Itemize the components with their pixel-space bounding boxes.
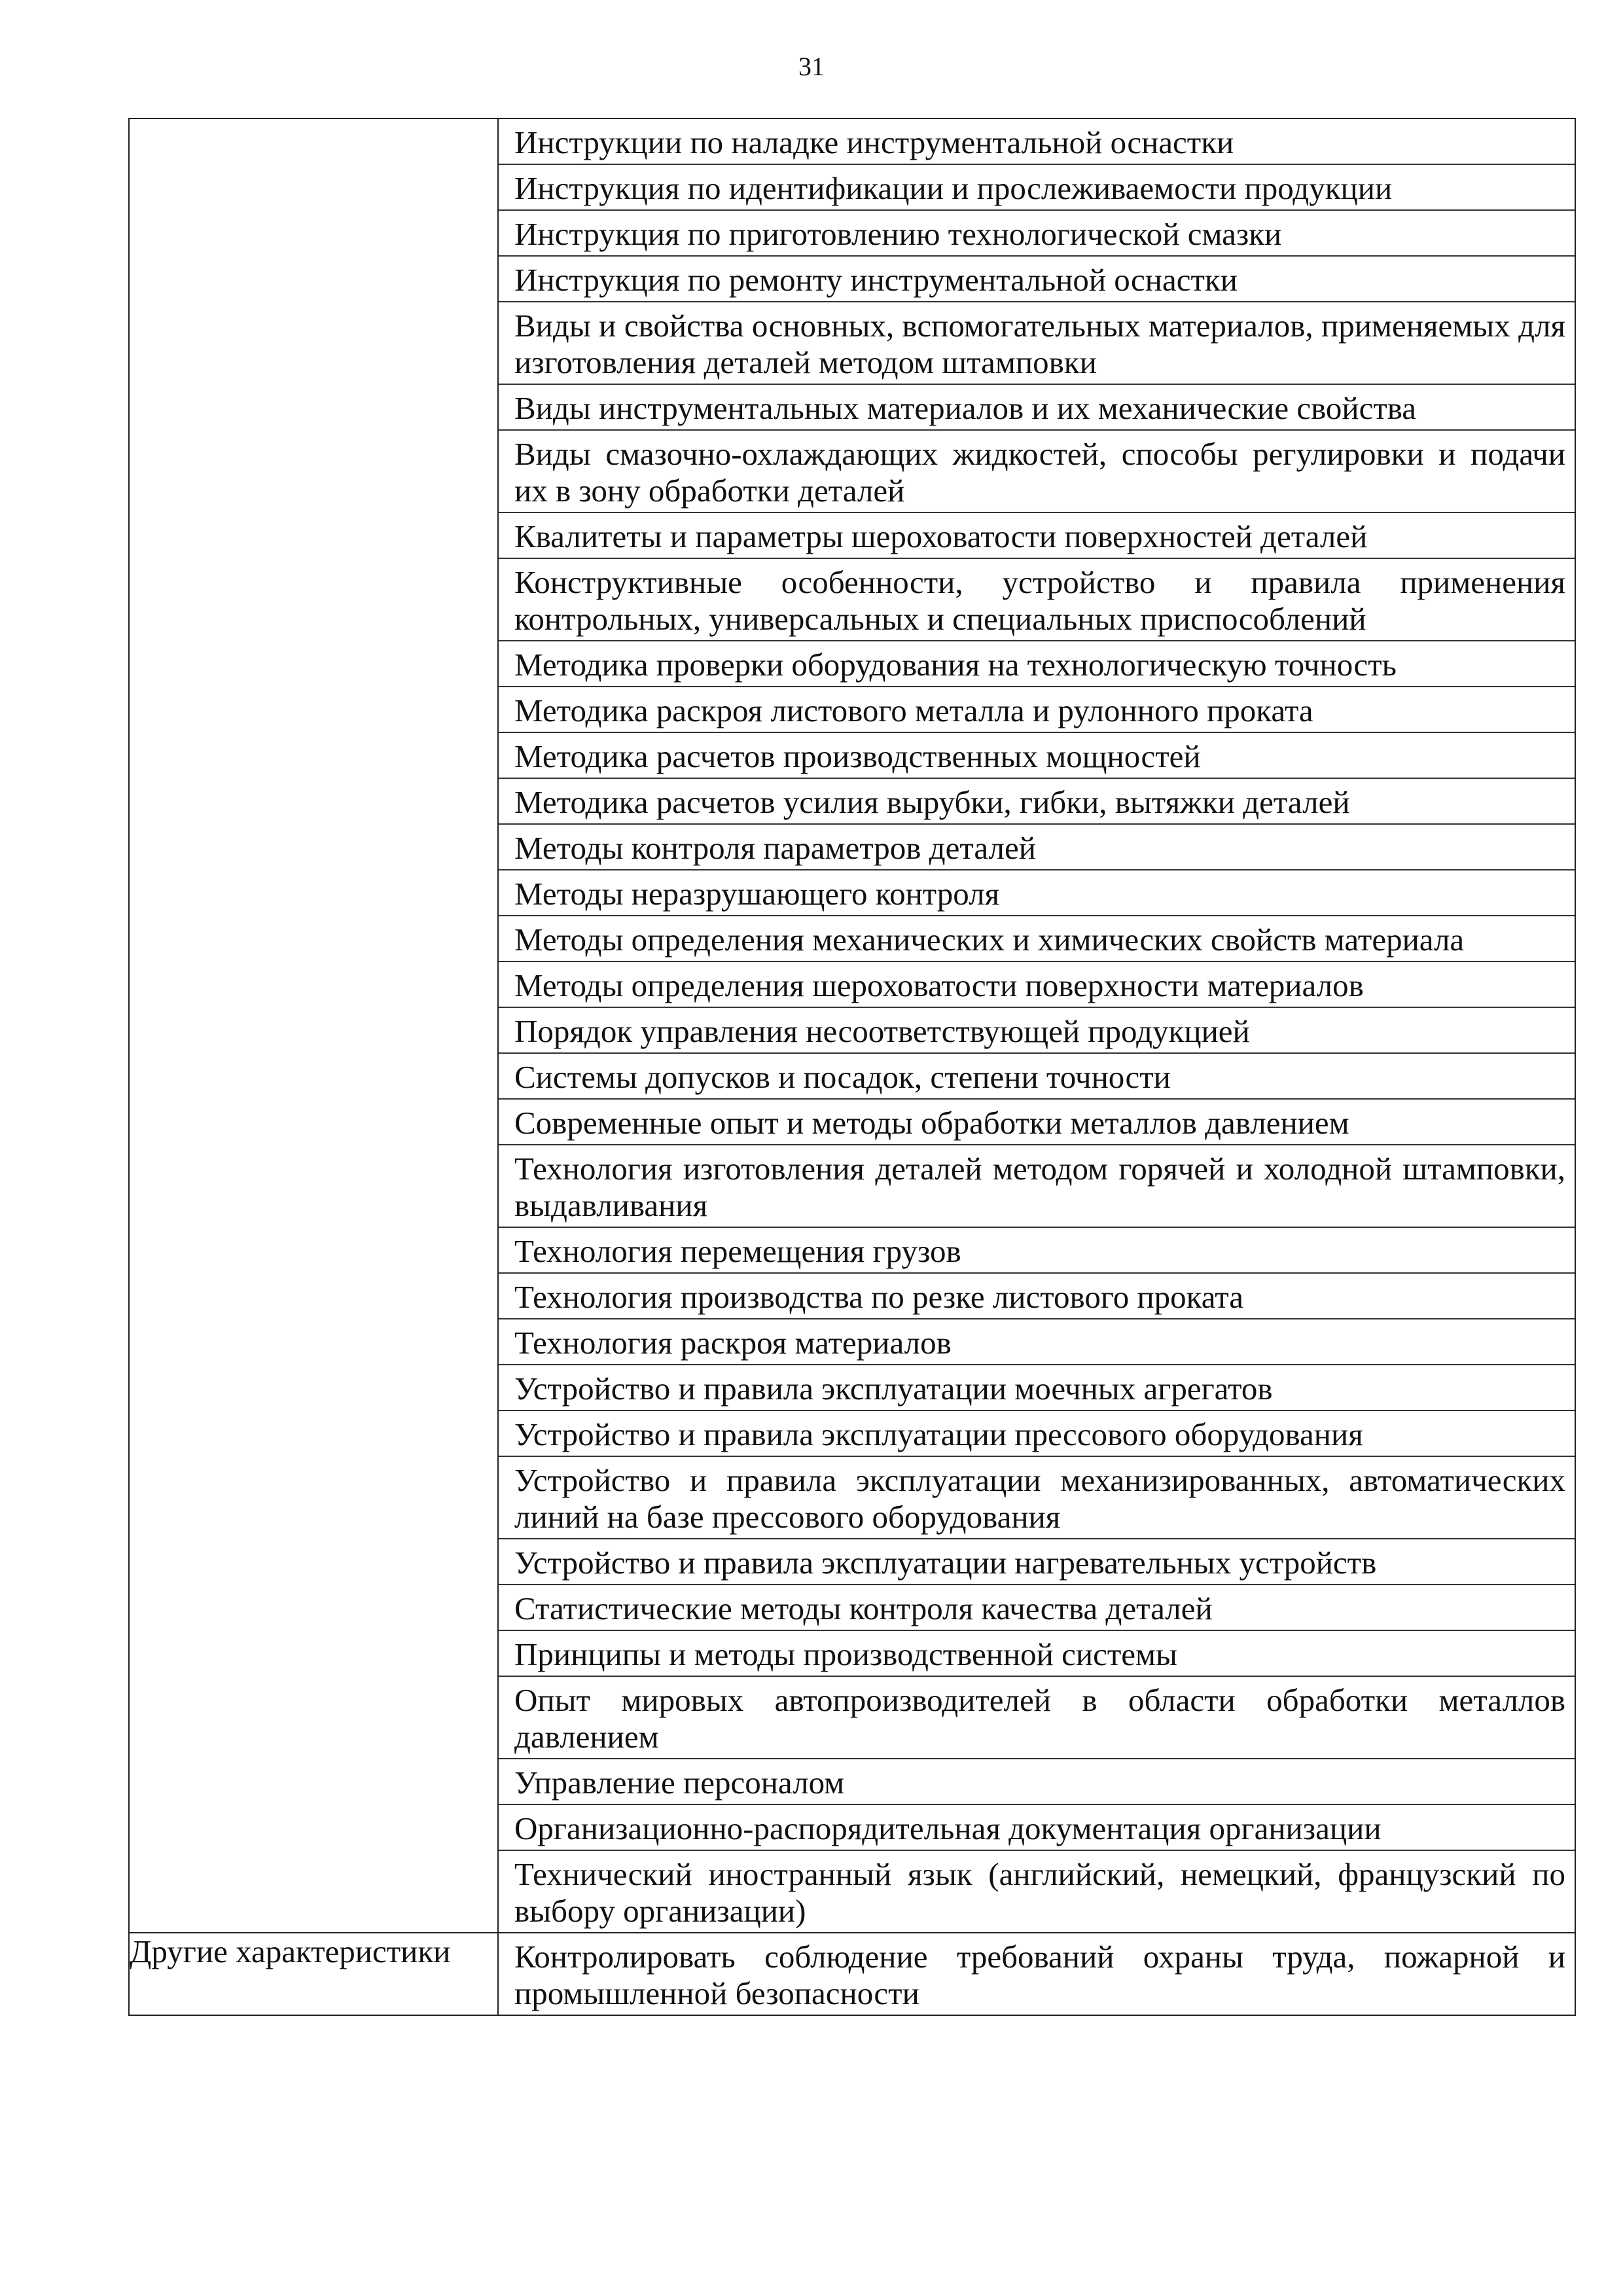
knowledge-item: Технология изготовления деталей методом горячей и холодной штамповки, выдавливания	[499, 1145, 1575, 1228]
knowledge-item: Управление персоналом	[499, 1759, 1575, 1805]
knowledge-item: Устройство и правила эксплуатации механизированных, автоматических линий на базе прессового оборудования	[499, 1457, 1575, 1539]
specification-table	[128, 118, 1576, 2016]
other-characteristics-row	[129, 1933, 1575, 2015]
knowledge-item: Виды смазочно-охлаждающих жидкостей, способы регулировки и подачи их в зону обработки деталей	[499, 431, 1575, 513]
knowledge-item: Методы определения механических и химических свойств материала	[499, 916, 1575, 962]
knowledge-item: Устройство и правила эксплуатации моечных агрегатов	[499, 1365, 1575, 1411]
other-characteristics-cell	[498, 1933, 1575, 2015]
knowledge-item: Опыт мировых автопроизводителей в области обработки металлов давлением	[499, 1677, 1575, 1759]
knowledge-item: Устройство и правила эксплуатации прессового оборудования	[499, 1411, 1575, 1457]
knowledge-item: Методика расчетов усилия вырубки, гибки, вытяжки деталей	[499, 779, 1575, 825]
knowledge-item: Методика раскроя листового металла и рулонного проката	[499, 687, 1575, 733]
knowledge-item: Принципы и методы производственной системы	[499, 1631, 1575, 1677]
knowledge-item: Виды инструментальных материалов и их механические свойства	[499, 385, 1575, 431]
knowledge-item: Статистические методы контроля качества деталей	[499, 1585, 1575, 1631]
knowledge-item: Устройство и правила эксплуатации нагревательных устройств	[499, 1539, 1575, 1585]
knowledge-item: Технология раскроя материалов	[499, 1319, 1575, 1365]
knowledge-item: Современные опыт и методы обработки металлов давлением	[499, 1100, 1575, 1145]
knowledge-item: Системы допусков и посадок, степени точности	[499, 1054, 1575, 1100]
knowledge-item: Методика расчетов производственных мощностей	[499, 733, 1575, 779]
knowledge-item: Инструкция по ремонту инструментальной оснастки	[499, 257, 1575, 302]
knowledge-item: Методика проверки оборудования на технологическую точность	[499, 641, 1575, 687]
knowledge-item: Инструкция по идентификации и прослеживаемости продукции	[499, 165, 1575, 211]
knowledge-item: Методы определения шероховатости поверхности материалов	[499, 962, 1575, 1008]
knowledge-row	[129, 118, 1575, 1933]
other-characteristics-label: Другие характеристики	[129, 1933, 498, 2015]
knowledge-items-cell	[498, 118, 1575, 1933]
other-characteristics-text: Контролировать соблюдение требований охраны труда, пожарной и промышленной безопасности	[514, 1939, 1565, 2011]
knowledge-item: Технология производства по резке листового проката	[499, 1274, 1575, 1319]
knowledge-item: Конструктивные особенности, устройство и правила применения контрольных, универсальных и специальных приспособлений	[499, 559, 1575, 641]
knowledge-item: Технология перемещения грузов	[499, 1228, 1575, 1274]
knowledge-item: Квалитеты и параметры шероховатости поверхностей деталей	[499, 513, 1575, 559]
knowledge-item: Методы контроля параметров деталей	[499, 825, 1575, 870]
knowledge-item: Инструкции по наладке инструментальной оснастки	[499, 119, 1575, 165]
knowledge-label-cell	[129, 118, 498, 1933]
knowledge-item: Инструкция по приготовлению технологической смазки	[499, 211, 1575, 257]
knowledge-item: Методы неразрушающего контроля	[499, 870, 1575, 916]
knowledge-item: Технический иностранный язык (английский, немецкий, французский по выбору организации)	[514, 1856, 1565, 1929]
page-number: 31	[798, 52, 825, 81]
knowledge-item: Виды и свойства основных, вспомогательных материалов, применяемых для изготовления деталей методом штамповки	[499, 302, 1575, 385]
knowledge-item: Порядок управления несоответствующей продукцией	[499, 1008, 1575, 1054]
knowledge-item: Организационно-распорядительная документация организации	[499, 1805, 1575, 1851]
